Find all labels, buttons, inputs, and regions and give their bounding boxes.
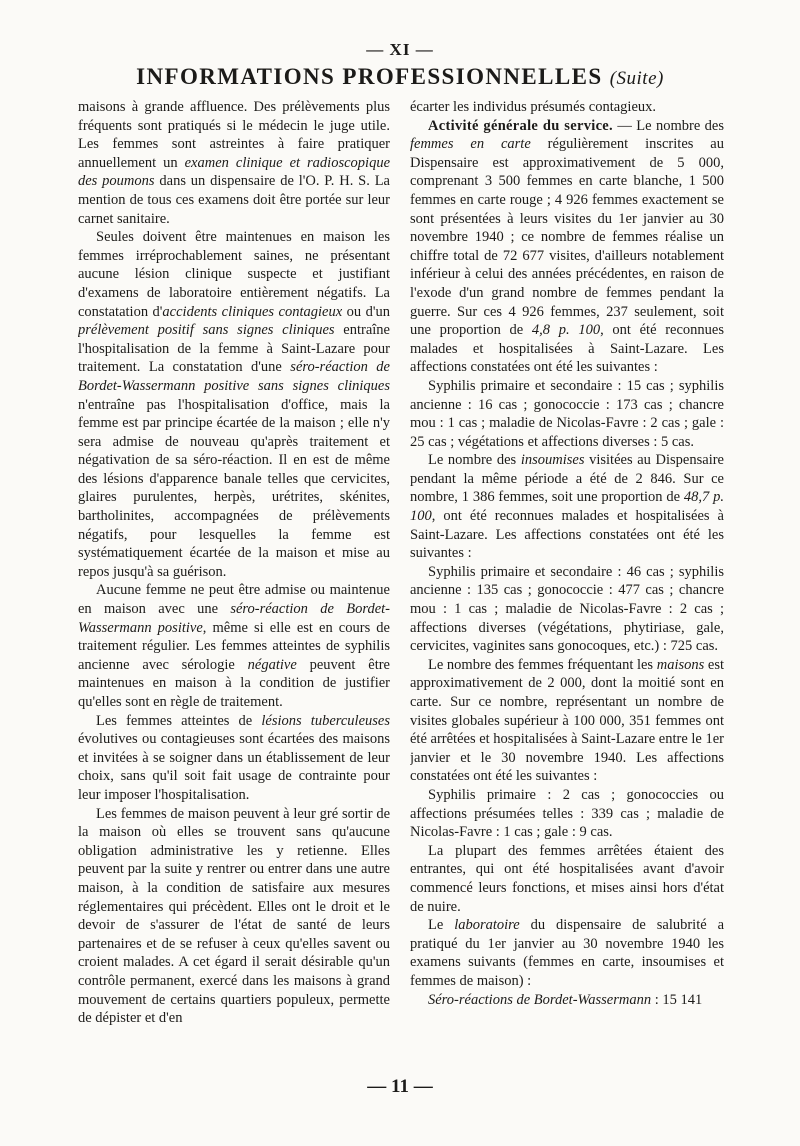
italic-run: insoumises xyxy=(520,452,585,469)
paragraph: écarter les individus présumés contagieux. xyxy=(410,99,657,115)
right-column xyxy=(410,98,724,1078)
paragraph xyxy=(410,991,724,1010)
italic-run: maisons xyxy=(656,656,705,673)
text-run: , même si elle est en cours de traitement régulier. Les femmes atteintes de syphilis ancienne avec sérologie xyxy=(78,619,390,673)
paragraph xyxy=(410,117,724,377)
italic-run: lésions tuberculeuses xyxy=(261,712,390,729)
text-run: ou d'un xyxy=(342,303,390,320)
italic-run: accidents cliniques contagieux xyxy=(162,303,343,320)
paragraph: La plupart des femmes arrêtées étaient des entrantes, qui ont été hospitalisées avant d'avoir commencé leurs fonctions, et mises ainsi hors d'état de nuire. xyxy=(410,842,724,915)
text-run: régulièrement inscrites au Dispensaire est approximativement de 5 000, comprenant 3 500 femmes en carte blanche, 1 500 femmes en carte rouge ; 4 926 femmes exactement se sont présentées à leurs visites du 1er janvier au 30 novembre 1940 ; ce nombre de femmes réalise un chiffre total de 72 677 visites, d'ailleurs notablement inférieur à celui des années précédentes, en raison de l'exode d'un grand nombre de femmes pendant la guerre. Sur ces 4 926 femmes, 237 seulement, soit une proportion de xyxy=(410,136,724,339)
text-run: visitées au Dispensaire pendant la même période a été de 2 846. Sur ce nombre, 1 386 femmes, soit une proportion de xyxy=(410,452,724,506)
paragraph: Les femmes de maison peuvent à leur gré sortir de la maison où elles se trouvent sans qu'aucune obligation administrative les y retienne. Elles peuvent par la suite y rentrer ou entrer dans une autre maison, à la condition de satisfaire aux mesures réglementaires qui précèdent. Elles ont le droit et le devoir de s'assurer de l'état de santé de leurs partenaires et de se refuser à ceux qu'elles savent ou croient malades. A cet égard il serait désirable qu'un contrôle permanent, exercé dans les maisons à grand mouvement de certains quartiers populeux, permette de dépister et d'en xyxy=(78,805,390,1027)
text-run: est approximativement de 2 000, dont la moitié sont en carte. Sur ce nombre, représentant un nombre de visites globales supérieur à 100 000, 351 femmes ont été arrêtées et hospitalisées à Saint-Lazare entre le 1er janvier et le 30 novembre 1940. Les affections constatées ont été les suivantes : xyxy=(410,656,724,785)
text-run: n'entraîne pas l'hospitalisation d'office, mais la femme est par principe écartée de la maison ; elle n'y sera admise de nouveau qu'après traitement et négativation de sa séro-réaction. Il en est de même des lésions d'apparence banale telles que cervicites, glaires purulentes, herpès, urétrites, skénites, bartholinites, accompagnées de prélèvements négatifs, pour lesquelles la femme est systématiquement écartée de la maison et mise au repos jusqu'à sa guérison. xyxy=(78,396,390,580)
italic-run: 48,7 p. 100 xyxy=(410,489,724,525)
paragraph xyxy=(410,656,724,786)
italic-run: séro-réaction de Bordet-Wassermann positive xyxy=(78,601,390,636)
paragraph xyxy=(78,712,390,805)
text-run: — Le nombre des xyxy=(612,117,724,134)
italic-run: laboratoire xyxy=(454,917,520,934)
page-number-roman: — XI — xyxy=(366,40,434,59)
text-run: Le xyxy=(428,917,455,934)
italic-run: examen clinique et radioscopique des poumons xyxy=(78,154,390,190)
paragraph: Syphilis primaire et secondaire : 46 cas ; syphilis ancienne : 135 cas ; gonococcie : 477 cas ; chancre mou : 1 cas ; maladie de Nicolas-Favre : 2 cas ; affections diverses (végétations, phytiriase, gale, cervicites, vaginites sans gonocoques, etc.) : 725 cas. xyxy=(410,563,724,655)
page-title-text: INFORMATIONS PROFESSIONNELLES xyxy=(136,64,603,89)
text-run: peuvent être maintenues en maison à la condition de justifier qu'elles sont en règle de traitement. xyxy=(78,656,390,710)
text-run: maisons à grande affluence. Des prélèvements plus fréquents sont pratiqués si le médecin le juge utile. Les femmes sont astreintes à faire pratiquer annuellement un xyxy=(78,99,390,171)
page-title xyxy=(0,64,800,90)
text-run: évolutives ou contagieuses sont écartées des maisons et invitées à se soigner dans un établissement de leur choix, sans qu'il soit fait usage de contrainte pour leur imposer l'hospitalisation. xyxy=(78,731,390,803)
text-run: , ont été reconnues malades et hospitalisées à Saint-Lazare. Les affections constatées ont été les suivantes : xyxy=(410,322,724,376)
text-run: Le nombre des xyxy=(428,452,521,469)
paragraph xyxy=(78,228,390,581)
left-column xyxy=(78,98,390,1078)
text-run: dans un dispensaire de l'O. P. H. S. La mention de tous ces examens doit être portée sur leur carnet sanitaire. xyxy=(78,173,390,227)
text-run: entraîne l'hospitalisation de la femme à Saint-Lazare pour traitement. La constatation d'une xyxy=(78,322,390,376)
text-run: Aucune femme ne peut être admise ou maintenue en maison avec une xyxy=(78,582,390,618)
section-heading: Activité générale du service. xyxy=(428,117,613,134)
italic-run: prélèvement positif sans signes cliniques xyxy=(78,322,335,339)
italic-run: femmes en carte xyxy=(410,136,531,153)
paragraph xyxy=(78,581,390,711)
page-number-footer: — 11 — xyxy=(367,1076,433,1097)
paragraph xyxy=(78,98,390,228)
paragraph xyxy=(410,451,724,563)
paragraph: Syphilis primaire et secondaire : 15 cas ; syphilis ancienne : 16 cas ; gonococcie : 173 cas ; chancre mou : 1 cas ; maladie de Nicolas-Favre : 2 cas ; gale : 25 cas ; végétations et affections diverses : 5 cas. xyxy=(410,377,724,450)
text-run: Les femmes atteintes de xyxy=(96,712,262,729)
italic-run: négative xyxy=(247,656,297,673)
text-run: , ont été reconnues malades et hospitalisées à Saint-Lazare. Les affections constatées ont été les suivantes : xyxy=(410,508,724,562)
text-run: Seules doivent être maintenues en maison les femmes irréprochablement saines, ne présentant aucune lésion clinique suspecte et justifiant d'examens de laboratoire entièrement négatifs. La constatation d' xyxy=(78,229,390,320)
page-title-suffix: (Suite) xyxy=(609,68,664,89)
italic-run: Séro-réactions de Bordet-Wassermann xyxy=(428,991,652,1008)
paragraph: Syphilis primaire : 2 cas ; gonococcies ou affections présumées telles : 339 cas ; maladie de Nicolas-Favre : 1 cas ; gale : 9 cas. xyxy=(410,786,724,841)
text-run: du dispensaire de salubrité a pratiqué du 1er janvier au 30 novembre 1940 les examens suivants (femmes en carte, insoumises et femmes de maison) : xyxy=(410,917,724,989)
text-run: Le nombre des femmes fréquentant les xyxy=(428,656,657,673)
paragraph xyxy=(410,916,724,990)
italic-run: 4,8 p. 100 xyxy=(531,322,601,339)
italic-run: séro-réaction de Bordet-Wassermann positive sans signes cliniques xyxy=(78,359,390,394)
text-run: : 15 141 xyxy=(651,991,703,1008)
